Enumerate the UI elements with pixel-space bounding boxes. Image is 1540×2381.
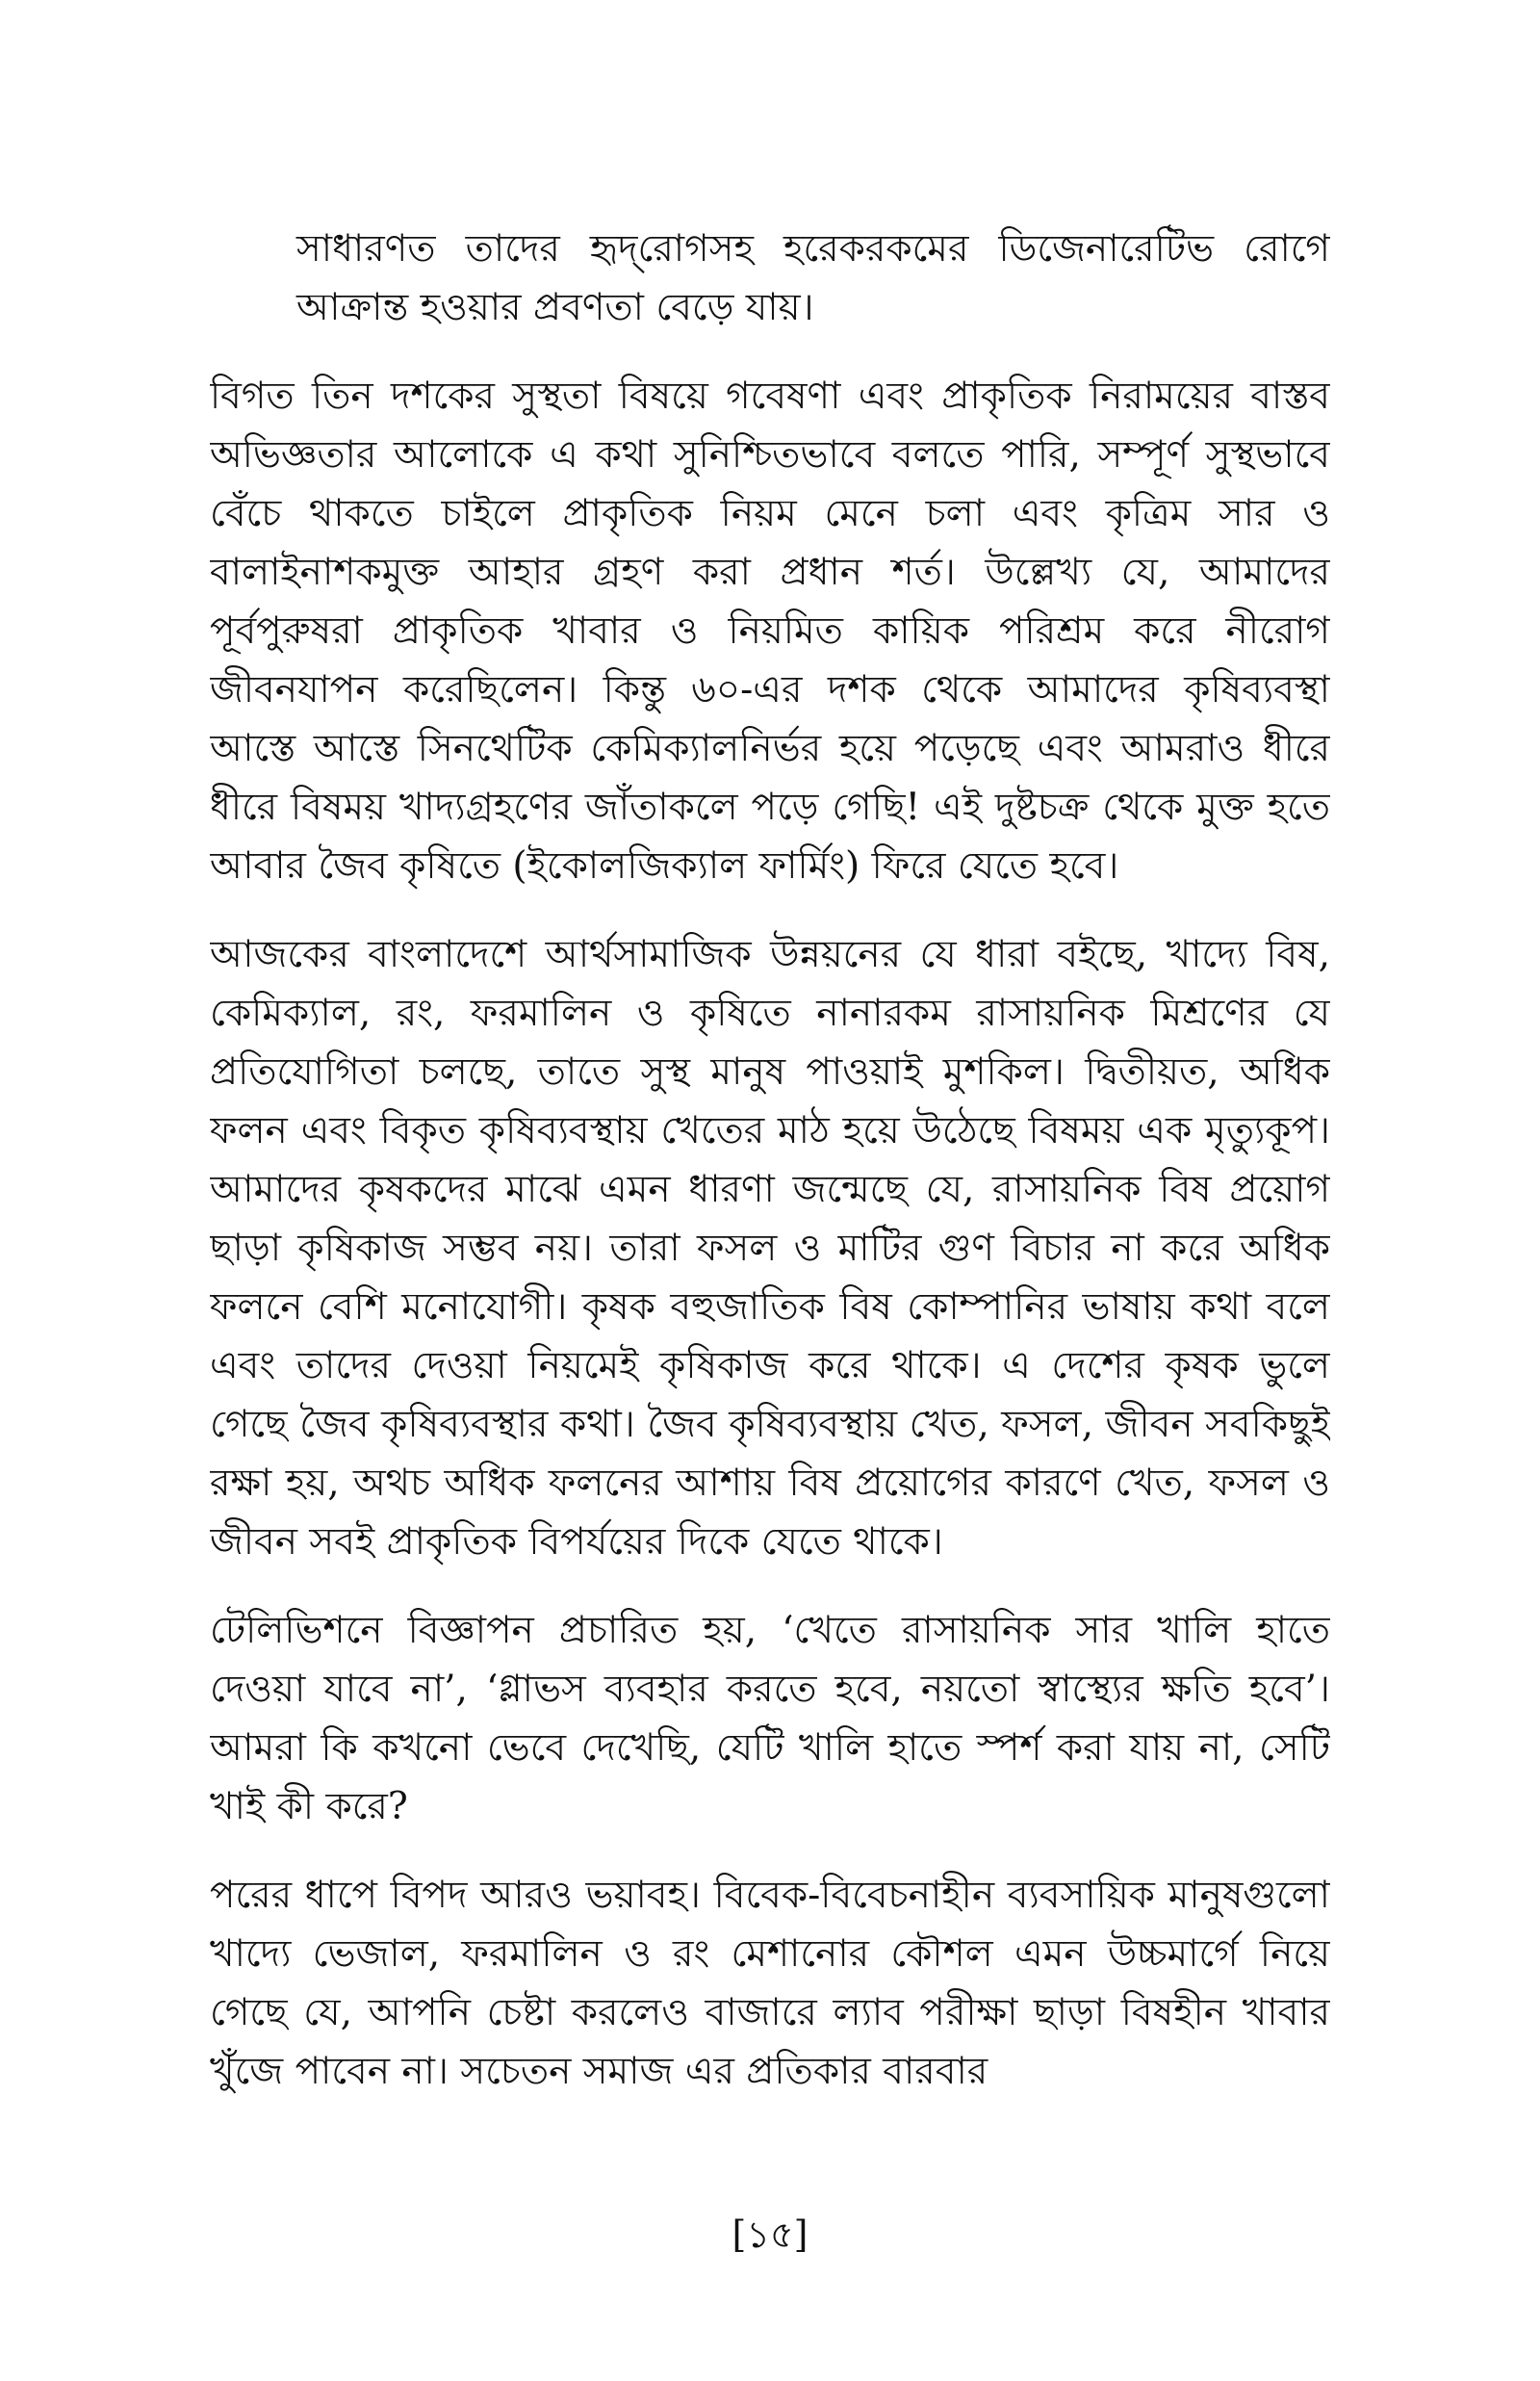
paragraph-research: বিগত তিন দশকের সুস্থতা বিষয়ে গবেষণা এবং প্রাকৃতিক নিরাময়ের বাস্তব অভিজ্ঞতার আলোকে এ কথা সুনিশ্চিতভাবে বলতে পারি, সম্পূর্ণ সুস্থভাবে বেঁচে থাকতে চাইলে প্রাকৃতিক নিয়ম মেনে চলা এবং কৃত্রিম সার ও বালাইনাশকমুক্ত আহার গ্রহণ করা প্রধান শর্ত। উল্লেখ্য যে, আমাদের পূর্বপুরুষরা প্রাকৃতিক খাবার ও নিয়মিত কায়িক পরিশ্রম করে নীরোগ জীবনযাপন করেছিলেন। কিন্তু ৬০-এর দশক থেকে আমাদের কৃষিব্যবস্থা আস্তে আস্তে সিনথেটিক কেমিক্যালনির্ভর হয়ে পড়েছে এবং আমরাও ধীরে ধীরে বিষময় খাদ্যগ্রহণের জাঁতাকলে পড়ে গেছি! এই দুষ্টচক্র থেকে মুক্ত হতে আবার জৈব কৃষিতে (ইকোলজিক্যাল ফার্মিং) ফিরে যেতে হবে। — [210, 375, 1330, 888]
page-body — [210, 220, 1330, 2241]
paragraph-bangladesh: আজকের বাংলাদেশে আর্থসামাজিক উন্নয়নের যে ধারা বইছে, খাদ্যে বিষ, কেমিক্যাল, রং, ফরমালিন ও কৃষিতে নানারকম রাসায়নিক মিশ্রণের যে প্রতিযোগিতা চলছে, তাতে সুস্থ মানুষ পাওয়াই মুশকিল। দ্বিতীয়ত, অধিক ফলন এবং বিকৃত কৃষিব্যবস্থায় খেতের মাঠ হয়ে উঠেছে বিষময় এক মৃত্যুকূপ। আমাদের কৃষকদের মাঝে এমন ধারণা জন্মেছে যে, রাসায়নিক বিষ প্রয়োগ ছাড়া কৃষিকাজ সম্ভব নয়। তারা ফসল ও মাটির গুণ বিচার না করে অধিক ফলনে বেশি মনোযোগী। কৃষক বহুজাতিক বিষ কোম্পানির ভাষায় কথা বলে এবং তাদের দেওয়া নিয়মেই কৃষিকাজ করে থাকে। এ দেশের কৃষক ভুলে গেছে জৈব কৃষিব্যবস্থার কথা। জৈব কৃষিব্যবস্থায় খেত, ফসল, জীবন সবকিছুই রক্ষা হয়, অথচ অধিক ফলনের আশায় বিষ প্রয়োগের কারণে খেত, ফসল ও জীবন সবই প্রাকৃতিক বিপর্যয়ের দিকে যেতে থাকে। — [210, 933, 1330, 1564]
page-number: [১৫] — [732, 2213, 808, 2256]
paragraph-continuation: সাধারণত তাদের হৃদ্‌রোগসহ হরেকরকমের ডিজেনারেটিভ রোগে আক্রান্ত হওয়ার প্রবণতা বেড়ে যায়। — [296, 227, 1330, 329]
paragraph-television: টেলিভিশনে বিজ্ঞাপন প্রচারিত হয়, ‘খেতে রাসায়নিক সার খালি হাতে দেওয়া যাবে না’, ‘গ্লাভস ব্যবহার করতে হবে, নয়তো স্বাস্থ্যের ক্ষতি হবে’। আমরা কি কখনো ভেবে দেখেছি, যেটি খালি হাতে স্পর্শ করা যায় না, সেটি খাই কী করে? — [210, 1609, 1330, 1828]
paragraph-next-step: পরের ধাপে বিপদ আরও ভয়াবহ। বিবেক-বিবেচনাহীন ব্যবসায়িক মানুষগুলো খাদ্যে ভেজাল, ফরমালিন ও রং মেশানোর কৌশল এমন উচ্চমার্গে নিয়ে গেছে যে, আপনি চেষ্টা করলেও বাজারে ল্যাব পরীক্ষা ছাড়া বিষহীন খাবার খুঁজে পাবেন না। সচেতন সমাজ এর প্রতিকার বারবার — [210, 1874, 1330, 2093]
